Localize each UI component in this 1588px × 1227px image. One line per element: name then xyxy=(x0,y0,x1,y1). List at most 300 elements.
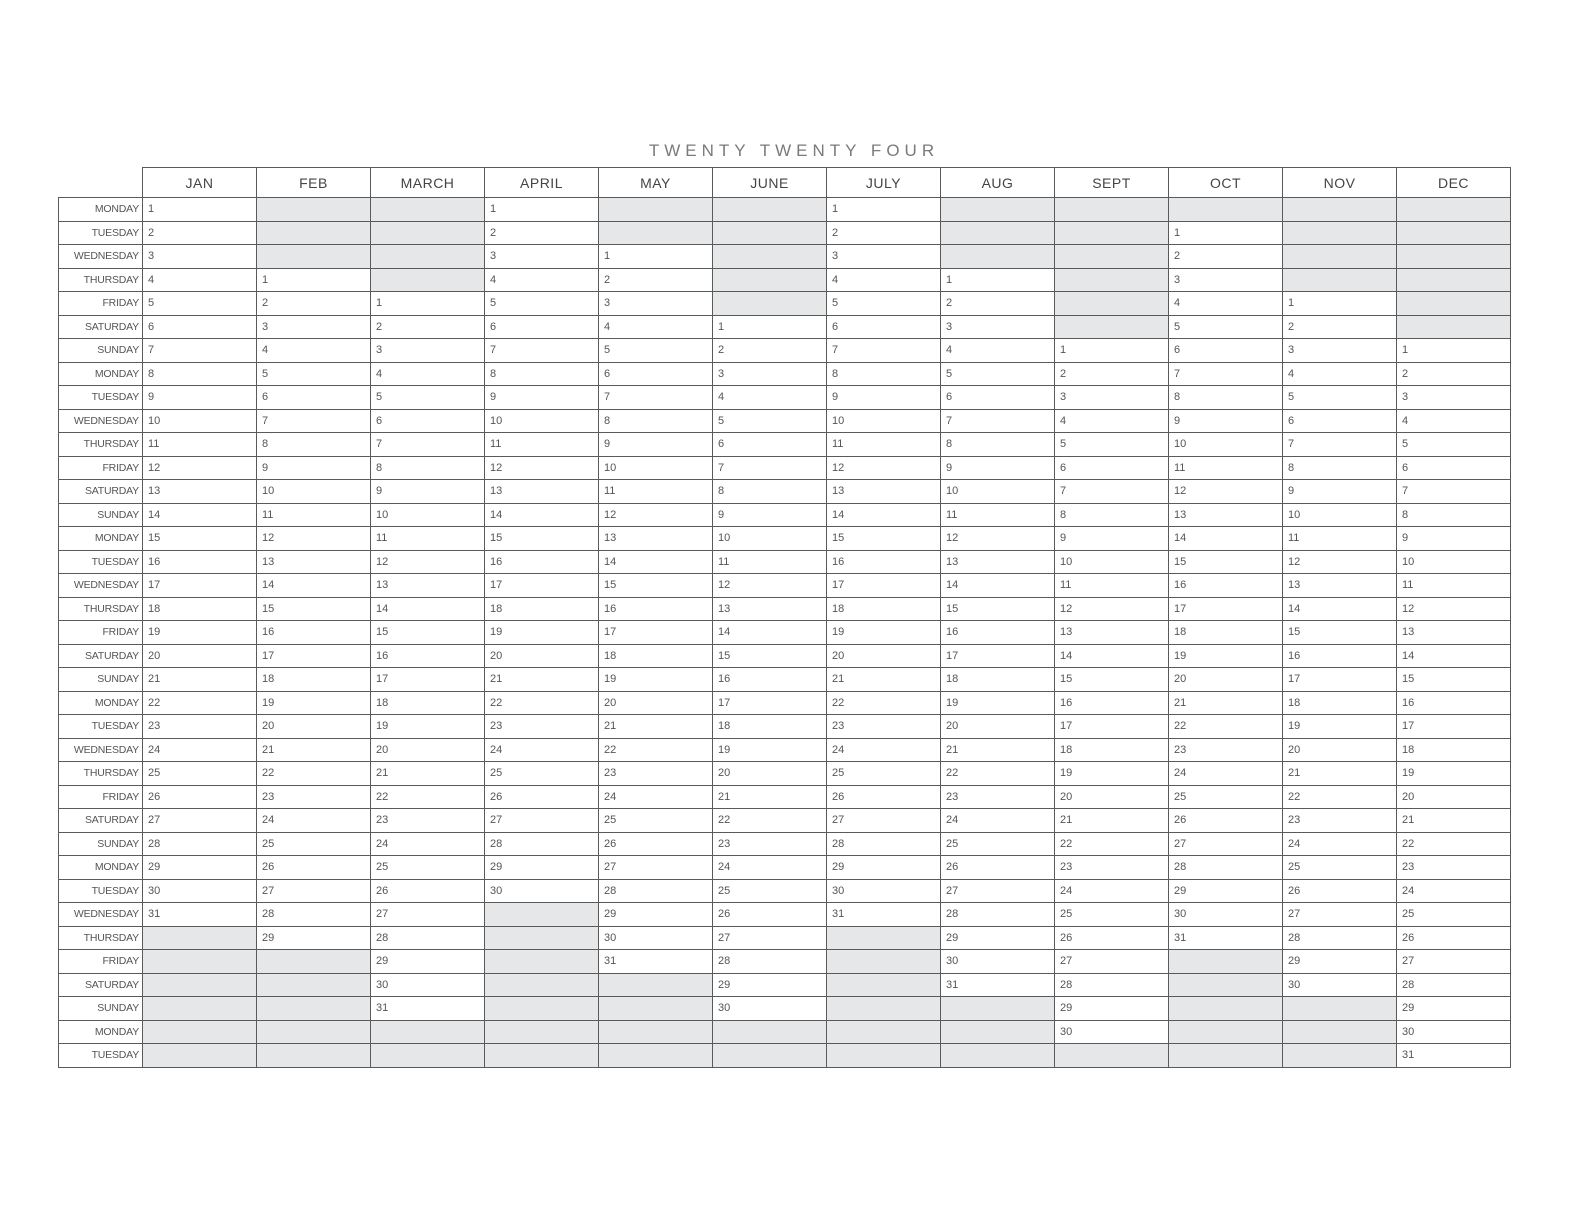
day-cell: 23 xyxy=(485,715,599,739)
day-cell: 27 xyxy=(827,809,941,833)
weekday-label: THURSDAY xyxy=(59,433,143,457)
day-cell: 15 xyxy=(257,597,371,621)
day-cell: 22 xyxy=(941,762,1055,786)
day-cell: 4 xyxy=(599,315,713,339)
day-cell: 21 xyxy=(713,785,827,809)
day-cell: 7 xyxy=(599,386,713,410)
calendar-row xyxy=(59,409,1511,433)
calendar-row xyxy=(59,973,1511,997)
day-cell: 20 xyxy=(1397,785,1511,809)
weekday-label: MONDAY xyxy=(59,362,143,386)
day-cell: 4 xyxy=(1055,409,1169,433)
day-cell: 30 xyxy=(827,879,941,903)
day-cell: 18 xyxy=(1397,738,1511,762)
day-cell: 28 xyxy=(713,950,827,974)
day-cell: 12 xyxy=(1283,550,1397,574)
day-cell: 22 xyxy=(713,809,827,833)
day-cell: 27 xyxy=(485,809,599,833)
day-cell: 17 xyxy=(485,574,599,598)
day-cell: 22 xyxy=(599,738,713,762)
day-cell: 9 xyxy=(713,503,827,527)
empty-cell xyxy=(1283,1044,1397,1068)
empty-cell xyxy=(941,1020,1055,1044)
day-cell: 31 xyxy=(827,903,941,927)
day-cell: 2 xyxy=(143,221,257,245)
day-cell: 7 xyxy=(1055,480,1169,504)
day-cell: 11 xyxy=(713,550,827,574)
day-cell: 18 xyxy=(1169,621,1283,645)
day-cell: 15 xyxy=(143,527,257,551)
day-cell: 15 xyxy=(1055,668,1169,692)
day-cell: 6 xyxy=(941,386,1055,410)
weekday-label: SATURDAY xyxy=(59,644,143,668)
day-cell: 16 xyxy=(143,550,257,574)
empty-cell xyxy=(143,1044,257,1068)
day-cell: 2 xyxy=(941,292,1055,316)
day-cell: 1 xyxy=(485,198,599,222)
calendar-row xyxy=(59,456,1511,480)
day-cell: 7 xyxy=(1283,433,1397,457)
month-header-nov: NOV xyxy=(1283,168,1397,198)
day-cell: 30 xyxy=(1169,903,1283,927)
weekday-label: FRIDAY xyxy=(59,621,143,645)
day-cell: 24 xyxy=(257,809,371,833)
weekday-label: FRIDAY xyxy=(59,456,143,480)
day-cell: 5 xyxy=(485,292,599,316)
day-cell: 8 xyxy=(1169,386,1283,410)
day-cell: 15 xyxy=(1397,668,1511,692)
day-cell: 14 xyxy=(941,574,1055,598)
day-cell: 28 xyxy=(257,903,371,927)
empty-cell xyxy=(1055,245,1169,269)
day-cell: 16 xyxy=(599,597,713,621)
day-cell: 11 xyxy=(599,480,713,504)
calendar-row xyxy=(59,503,1511,527)
day-cell: 24 xyxy=(485,738,599,762)
day-cell: 28 xyxy=(1397,973,1511,997)
day-cell: 25 xyxy=(1283,856,1397,880)
empty-cell xyxy=(485,926,599,950)
day-cell: 1 xyxy=(143,198,257,222)
day-cell: 21 xyxy=(827,668,941,692)
day-cell: 16 xyxy=(1397,691,1511,715)
day-cell: 9 xyxy=(941,456,1055,480)
day-cell: 25 xyxy=(143,762,257,786)
day-cell: 8 xyxy=(827,362,941,386)
empty-cell xyxy=(257,221,371,245)
empty-cell xyxy=(827,1044,941,1068)
day-cell: 8 xyxy=(485,362,599,386)
empty-cell xyxy=(599,1020,713,1044)
day-cell: 5 xyxy=(1397,433,1511,457)
weekday-label: THURSDAY xyxy=(59,268,143,292)
day-cell: 1 xyxy=(1283,292,1397,316)
day-cell: 24 xyxy=(371,832,485,856)
day-cell: 2 xyxy=(257,292,371,316)
empty-cell xyxy=(713,292,827,316)
day-cell: 24 xyxy=(1169,762,1283,786)
empty-cell xyxy=(827,950,941,974)
day-cell: 14 xyxy=(371,597,485,621)
month-header-jan: JAN xyxy=(143,168,257,198)
calendar-row xyxy=(59,856,1511,880)
weekday-label: SATURDAY xyxy=(59,809,143,833)
day-cell: 20 xyxy=(941,715,1055,739)
day-cell: 2 xyxy=(485,221,599,245)
empty-cell xyxy=(1397,292,1511,316)
day-cell: 20 xyxy=(827,644,941,668)
day-cell: 27 xyxy=(713,926,827,950)
day-cell: 20 xyxy=(599,691,713,715)
day-cell: 6 xyxy=(599,362,713,386)
day-cell: 5 xyxy=(371,386,485,410)
day-cell: 14 xyxy=(599,550,713,574)
day-cell: 23 xyxy=(1055,856,1169,880)
day-cell: 17 xyxy=(143,574,257,598)
day-cell: 17 xyxy=(941,644,1055,668)
day-cell: 3 xyxy=(143,245,257,269)
day-cell: 21 xyxy=(485,668,599,692)
day-cell: 26 xyxy=(1283,879,1397,903)
day-cell: 1 xyxy=(1397,339,1511,363)
day-cell: 28 xyxy=(941,903,1055,927)
empty-cell xyxy=(1055,198,1169,222)
day-cell: 6 xyxy=(371,409,485,433)
day-cell: 1 xyxy=(713,315,827,339)
weekday-label: SATURDAY xyxy=(59,480,143,504)
day-cell: 13 xyxy=(1055,621,1169,645)
day-cell: 6 xyxy=(1169,339,1283,363)
empty-cell xyxy=(599,221,713,245)
empty-cell xyxy=(485,1020,599,1044)
day-cell: 28 xyxy=(827,832,941,856)
calendar-row xyxy=(59,1020,1511,1044)
calendar-row xyxy=(59,950,1511,974)
day-cell: 9 xyxy=(1397,527,1511,551)
empty-cell xyxy=(485,903,599,927)
calendar-row xyxy=(59,339,1511,363)
empty-cell xyxy=(1169,973,1283,997)
day-cell: 8 xyxy=(371,456,485,480)
empty-cell xyxy=(599,198,713,222)
month-header-march: MARCH xyxy=(371,168,485,198)
day-cell: 23 xyxy=(1397,856,1511,880)
day-cell: 10 xyxy=(1055,550,1169,574)
day-cell: 21 xyxy=(599,715,713,739)
day-cell: 17 xyxy=(1397,715,1511,739)
day-cell: 18 xyxy=(827,597,941,621)
calendar-row xyxy=(59,221,1511,245)
day-cell: 12 xyxy=(143,456,257,480)
weekday-label: THURSDAY xyxy=(59,762,143,786)
empty-cell xyxy=(941,245,1055,269)
day-cell: 4 xyxy=(1397,409,1511,433)
weekday-label: FRIDAY xyxy=(59,785,143,809)
day-cell: 23 xyxy=(941,785,1055,809)
day-cell: 8 xyxy=(941,433,1055,457)
day-cell: 3 xyxy=(1283,339,1397,363)
empty-cell xyxy=(827,997,941,1021)
empty-cell xyxy=(485,1044,599,1068)
day-cell: 11 xyxy=(1397,574,1511,598)
day-cell: 4 xyxy=(941,339,1055,363)
calendar-row xyxy=(59,597,1511,621)
month-header-april: APRIL xyxy=(485,168,599,198)
day-cell: 29 xyxy=(1283,950,1397,974)
empty-cell xyxy=(1283,997,1397,1021)
day-cell: 5 xyxy=(1169,315,1283,339)
day-cell: 17 xyxy=(1169,597,1283,621)
day-cell: 4 xyxy=(257,339,371,363)
day-cell: 26 xyxy=(371,879,485,903)
empty-cell xyxy=(827,926,941,950)
empty-cell xyxy=(143,926,257,950)
calendar-row xyxy=(59,668,1511,692)
empty-cell xyxy=(713,1020,827,1044)
day-cell: 6 xyxy=(485,315,599,339)
empty-cell xyxy=(1283,1020,1397,1044)
empty-cell xyxy=(1055,292,1169,316)
weekday-label: TUESDAY xyxy=(59,1044,143,1068)
day-cell: 15 xyxy=(599,574,713,598)
weekday-label: SUNDAY xyxy=(59,668,143,692)
day-cell: 13 xyxy=(371,574,485,598)
day-cell: 4 xyxy=(485,268,599,292)
day-cell: 18 xyxy=(371,691,485,715)
day-cell: 19 xyxy=(713,738,827,762)
day-cell: 21 xyxy=(941,738,1055,762)
day-cell: 13 xyxy=(941,550,1055,574)
day-cell: 19 xyxy=(485,621,599,645)
day-cell: 31 xyxy=(599,950,713,974)
empty-cell xyxy=(1169,1020,1283,1044)
calendar-title: TWENTY TWENTY FOUR xyxy=(648,141,940,160)
day-cell: 7 xyxy=(485,339,599,363)
day-cell: 9 xyxy=(599,433,713,457)
day-cell: 30 xyxy=(485,879,599,903)
day-cell: 16 xyxy=(485,550,599,574)
day-cell: 18 xyxy=(485,597,599,621)
empty-cell xyxy=(1169,950,1283,974)
empty-cell xyxy=(941,221,1055,245)
day-cell: 2 xyxy=(599,268,713,292)
weekday-label: SATURDAY xyxy=(59,973,143,997)
day-cell: 15 xyxy=(713,644,827,668)
day-cell: 10 xyxy=(599,456,713,480)
day-cell: 31 xyxy=(143,903,257,927)
day-cell: 24 xyxy=(713,856,827,880)
day-cell: 28 xyxy=(599,879,713,903)
empty-cell xyxy=(1169,1044,1283,1068)
empty-cell xyxy=(257,1044,371,1068)
day-cell: 23 xyxy=(257,785,371,809)
day-cell: 21 xyxy=(143,668,257,692)
day-cell: 18 xyxy=(257,668,371,692)
empty-cell xyxy=(371,1020,485,1044)
month-header-row xyxy=(59,168,1511,198)
day-cell: 16 xyxy=(941,621,1055,645)
empty-cell xyxy=(1055,268,1169,292)
weekday-label: WEDNESDAY xyxy=(59,903,143,927)
day-cell: 25 xyxy=(1055,903,1169,927)
day-cell: 24 xyxy=(827,738,941,762)
empty-cell xyxy=(371,221,485,245)
empty-cell xyxy=(257,1020,371,1044)
day-cell: 15 xyxy=(1283,621,1397,645)
day-cell: 1 xyxy=(599,245,713,269)
empty-cell xyxy=(1169,198,1283,222)
day-cell: 16 xyxy=(1283,644,1397,668)
day-cell: 11 xyxy=(827,433,941,457)
day-cell: 12 xyxy=(941,527,1055,551)
day-cell: 13 xyxy=(257,550,371,574)
weekday-label: FRIDAY xyxy=(59,950,143,974)
calendar-row xyxy=(59,738,1511,762)
day-cell: 10 xyxy=(485,409,599,433)
day-cell: 20 xyxy=(257,715,371,739)
day-cell: 25 xyxy=(257,832,371,856)
empty-cell xyxy=(1283,198,1397,222)
day-cell: 29 xyxy=(599,903,713,927)
day-cell: 24 xyxy=(1283,832,1397,856)
weekday-label: TUESDAY xyxy=(59,221,143,245)
day-cell: 1 xyxy=(827,198,941,222)
day-cell: 22 xyxy=(1055,832,1169,856)
day-cell: 22 xyxy=(827,691,941,715)
weekday-label: TUESDAY xyxy=(59,550,143,574)
day-cell: 1 xyxy=(257,268,371,292)
calendar-row xyxy=(59,715,1511,739)
day-cell: 18 xyxy=(941,668,1055,692)
day-cell: 3 xyxy=(1055,386,1169,410)
day-cell: 10 xyxy=(827,409,941,433)
calendar-row xyxy=(59,386,1511,410)
empty-cell xyxy=(1283,245,1397,269)
day-cell: 23 xyxy=(1283,809,1397,833)
day-cell: 27 xyxy=(257,879,371,903)
empty-cell xyxy=(713,198,827,222)
day-cell: 2 xyxy=(713,339,827,363)
empty-cell xyxy=(485,997,599,1021)
day-cell: 23 xyxy=(371,809,485,833)
day-cell: 26 xyxy=(827,785,941,809)
day-cell: 7 xyxy=(257,409,371,433)
day-cell: 19 xyxy=(371,715,485,739)
calendar-row xyxy=(59,245,1511,269)
day-cell: 13 xyxy=(827,480,941,504)
empty-cell xyxy=(257,997,371,1021)
empty-cell xyxy=(827,973,941,997)
day-cell: 22 xyxy=(1397,832,1511,856)
day-cell: 11 xyxy=(1055,574,1169,598)
day-cell: 17 xyxy=(1055,715,1169,739)
day-cell: 8 xyxy=(1283,456,1397,480)
month-header-oct: OCT xyxy=(1169,168,1283,198)
day-cell: 10 xyxy=(371,503,485,527)
day-cell: 14 xyxy=(827,503,941,527)
day-cell: 5 xyxy=(257,362,371,386)
day-cell: 14 xyxy=(143,503,257,527)
calendar-row xyxy=(59,550,1511,574)
day-cell: 18 xyxy=(1055,738,1169,762)
day-cell: 12 xyxy=(257,527,371,551)
empty-cell xyxy=(599,1044,713,1068)
day-cell: 7 xyxy=(941,409,1055,433)
weekday-label: WEDNESDAY xyxy=(59,738,143,762)
day-cell: 6 xyxy=(1055,456,1169,480)
day-cell: 4 xyxy=(713,386,827,410)
weekday-label: TUESDAY xyxy=(59,386,143,410)
day-cell: 8 xyxy=(257,433,371,457)
empty-cell xyxy=(1283,221,1397,245)
day-cell: 21 xyxy=(1283,762,1397,786)
day-cell: 22 xyxy=(257,762,371,786)
empty-cell xyxy=(257,973,371,997)
day-cell: 15 xyxy=(485,527,599,551)
day-cell: 24 xyxy=(1055,879,1169,903)
day-cell: 4 xyxy=(371,362,485,386)
day-cell: 19 xyxy=(941,691,1055,715)
calendar-row xyxy=(59,362,1511,386)
day-cell: 19 xyxy=(1283,715,1397,739)
day-cell: 12 xyxy=(599,503,713,527)
day-cell: 25 xyxy=(599,809,713,833)
day-cell: 7 xyxy=(1397,480,1511,504)
empty-cell xyxy=(485,950,599,974)
month-header-june: JUNE xyxy=(713,168,827,198)
day-cell: 23 xyxy=(827,715,941,739)
day-cell: 10 xyxy=(713,527,827,551)
empty-cell xyxy=(599,973,713,997)
day-cell: 17 xyxy=(827,574,941,598)
day-cell: 14 xyxy=(485,503,599,527)
calendar-row xyxy=(59,691,1511,715)
day-cell: 12 xyxy=(713,574,827,598)
day-cell: 12 xyxy=(371,550,485,574)
day-cell: 17 xyxy=(257,644,371,668)
day-cell: 29 xyxy=(143,856,257,880)
day-cell: 1 xyxy=(1055,339,1169,363)
day-cell: 27 xyxy=(1169,832,1283,856)
empty-cell xyxy=(713,268,827,292)
day-cell: 31 xyxy=(1397,1044,1511,1068)
calendar-row xyxy=(59,268,1511,292)
day-cell: 21 xyxy=(1169,691,1283,715)
empty-cell xyxy=(1397,221,1511,245)
day-cell: 20 xyxy=(1169,668,1283,692)
day-cell: 4 xyxy=(1169,292,1283,316)
day-cell: 11 xyxy=(485,433,599,457)
day-cell: 18 xyxy=(1283,691,1397,715)
day-cell: 2 xyxy=(1169,245,1283,269)
month-header-may: MAY xyxy=(599,168,713,198)
day-cell: 17 xyxy=(599,621,713,645)
day-cell: 23 xyxy=(599,762,713,786)
day-cell: 19 xyxy=(1055,762,1169,786)
weekday-label: MONDAY xyxy=(59,856,143,880)
day-cell: 7 xyxy=(1169,362,1283,386)
day-cell: 25 xyxy=(941,832,1055,856)
day-cell: 12 xyxy=(1397,597,1511,621)
day-cell: 31 xyxy=(371,997,485,1021)
day-cell: 15 xyxy=(371,621,485,645)
empty-cell xyxy=(257,198,371,222)
day-cell: 30 xyxy=(1397,1020,1511,1044)
day-cell: 8 xyxy=(599,409,713,433)
weekday-label: MONDAY xyxy=(59,527,143,551)
day-cell: 29 xyxy=(257,926,371,950)
calendar-row xyxy=(59,621,1511,645)
